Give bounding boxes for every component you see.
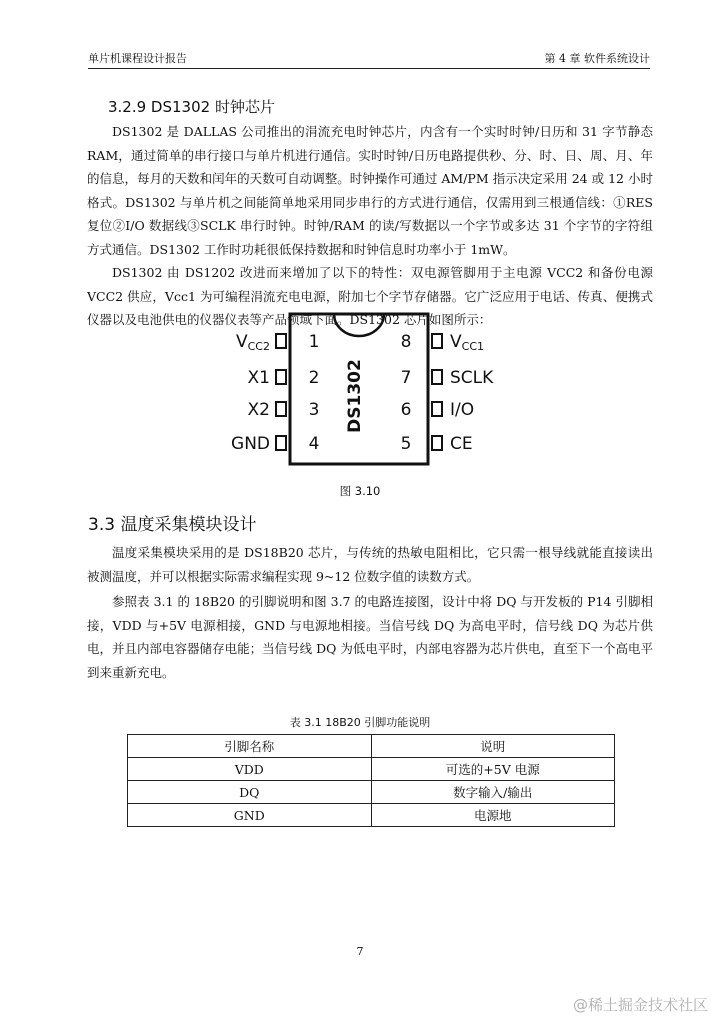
pin-number-2: 2 [308, 368, 320, 388]
pin-stub-6 [432, 402, 442, 416]
table-header-pin-name: 引脚名称 [128, 735, 372, 758]
section-heading-3-2-9: 3.2.9 DS1302 时钟芯片 [108, 98, 275, 116]
pin-number-4: 4 [308, 434, 320, 454]
table-cell-pin: GND [128, 804, 372, 827]
table-cell-desc: 数字输入/输出 [371, 781, 615, 804]
pin-stub-5 [432, 436, 442, 450]
pin-number-8: 8 [400, 332, 412, 352]
pin-stub-7 [432, 370, 442, 384]
table-row [128, 758, 615, 781]
ds1302-chip-diagram [200, 312, 540, 474]
pin-number-7: 7 [400, 368, 412, 388]
header-left: 单片机课程设计报告 [88, 52, 187, 65]
section-heading-3-3: 3.3 温度采集模块设计 [88, 515, 257, 535]
pin-label-vcc1: VCC1 [450, 332, 485, 353]
table-caption: 表 3.1 18B20 引脚功能说明 [289, 716, 431, 729]
pin-stub-1 [276, 334, 286, 348]
pin-label-x2: X2 [247, 400, 270, 420]
pin-label-io: I/O [450, 400, 475, 420]
table-cell-desc: 可选的+5V 电源 [371, 758, 615, 781]
pin-stub-2 [276, 370, 286, 384]
page-number: 7 [356, 945, 364, 958]
paragraph-ds1302-features: DS1302 由 DS1202 改进而来增加了以下的特性：双电源管脚用于主电源 VCC2 和备份电源 VCC2 供应，Vcc1 为可编程涓流充电电源，附加七个字节存储器。它广泛应用于电话、传真、便携式仪器以及电池供电的仪器仪表等产品领域下面。DS1302 芯片如图所示： [87, 265, 653, 327]
table-cell-pin: VDD [128, 758, 372, 781]
table-header-description: 说明 [371, 735, 615, 758]
figure-caption: 图 3.10 [339, 484, 381, 498]
pin-stub-3 [276, 402, 286, 416]
table-row [128, 804, 615, 827]
pin-number-6: 6 [400, 400, 412, 420]
table-header-row [128, 735, 615, 758]
paragraph-ds1302-intro: DS1302 是 DALLAS 公司推出的涓流充电时钟芯片，内含有一个实时时钟/日历和 31 字节静态 RAM，通过简单的串行接口与单片机进行通信。实时时钟/日历电路提供秒、分、时、日、周、月、年的信息，每月的天数和闰年的天数可自动调整。时钟操作可通过 AM/PM 指示决定采用 24 或 12 小时格式。DS1302 与单片机之间能简单地采用同步串行的方式进行通信，仅需用到三根通信线：①RES 复位②I/O 数据线③SCLK 串行时钟。时钟/RAM 的读/写数据以一个字节或多达 31 个字节的字符组方式通信。DS1302 工作时功耗很低保持数据和时钟信息时功率小于 1mW。 [87, 124, 653, 257]
pin-label-x1: X1 [247, 368, 270, 388]
pin-number-1: 1 [308, 332, 320, 352]
header-right: 第 4 章 软件系统设计 [544, 52, 650, 65]
pin-number-5: 5 [400, 434, 412, 454]
pin-stub-8 [432, 334, 442, 348]
paragraph-ds18b20-wiring: 参照表 3.1 的 18B20 的引脚说明和图 3.7 的电路连接图，设计中将 DQ 与开发板的 P14 引脚相接，VDD 与+5V 电源相接，GND 与电源地相接。当信号线 DQ 为高电平时，信号线 DQ 为芯片供电，并且内部电容器储存电能；当信号线 DQ 为低电平时，内部电容器为芯片供电，直至下一个高电平到来重新充电。 [87, 594, 653, 680]
table-row [128, 781, 615, 804]
table-cell-pin: DQ [128, 781, 372, 804]
paragraph-ds18b20-intro: 温度采集模块采用的是 DS18B20 芯片，与传统的热敏电阻相比，它只需一根导线就能直接读出被测温度，并可以根据实际需求编程实现 9~12 位数字值的读数方式。 [87, 545, 653, 584]
pin-label-ce: CE [450, 434, 473, 454]
chip-name-label: DS1302 [345, 359, 365, 433]
watermark: @稀土掘金技术社区 [572, 996, 708, 1014]
page-header [88, 50, 650, 69]
pin-stub-4 [276, 436, 286, 450]
pin-label-gnd: GND [231, 434, 270, 454]
table-cell-desc: 电源地 [371, 804, 615, 827]
pin-label-sclk: SCLK [450, 368, 494, 388]
pin-function-table [127, 734, 615, 827]
pin-number-3: 3 [308, 400, 320, 420]
chip-notch [334, 314, 384, 336]
pin-label-vcc2: VCC2 [235, 332, 270, 353]
